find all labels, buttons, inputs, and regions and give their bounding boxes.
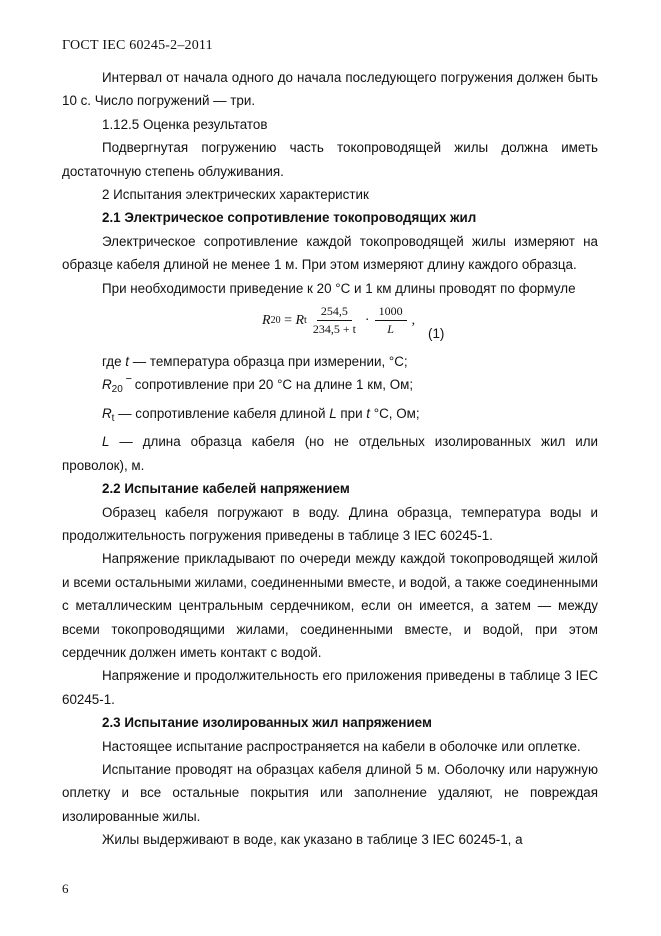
definition-t bbox=[62, 350, 598, 373]
paragraph-tinning: Подвергнутая погружению часть токопроводящей жилы должна иметь достаточную степень облуживания. bbox=[62, 140, 598, 179]
formula-equals: = bbox=[280, 312, 296, 328]
formula-fraction-length bbox=[375, 304, 407, 337]
definition-variable: t bbox=[125, 354, 129, 370]
definition-rt bbox=[62, 402, 598, 430]
definition-text: — температура образца при измерении, °С; bbox=[129, 354, 408, 370]
definition-variable: L bbox=[102, 434, 110, 450]
formula-dot: · bbox=[364, 312, 370, 328]
fraction-denominator: L bbox=[387, 322, 394, 337]
paragraph-immersion-interval: Интервал от начала одного до начала последующего погружения должен быть 10 с. Число погружений — три. bbox=[62, 70, 598, 109]
formula-rhs-sub: t bbox=[304, 314, 307, 326]
paragraph-voltage-duration: Напряжение и продолжительность его приложения приведены в таблице 3 IEC 60245-1. bbox=[62, 668, 598, 707]
formula-rhs: R bbox=[295, 312, 305, 328]
paragraph-resistance: Электрическое сопротивление каждой токопроводящей жилы измеряют на образце кабеля длиной не менее 1 м. При этом измеряют длину каждого образца. bbox=[62, 233, 598, 273]
paragraph-sample-preparation: Испытание проводят на образцах кабеля длиной 5 м. Оболочку или наружную оплетку и все остальные покрытия или заполнение удаляют, не повреждая изолированные жилы. bbox=[62, 761, 598, 824]
formula-comma: , bbox=[411, 312, 416, 328]
section-heading-2-1: 2.1 Электрическое сопротивление токопроводящих жил bbox=[102, 210, 477, 226]
paragraph-sample-immersion: Образец кабеля погружают в воду. Длина образца, температура воды и продолжительность погружения приведены в таблице 3 IEC 60245-1. bbox=[62, 504, 598, 543]
paragraph-voltage-application: Напряжение прикладывают по очереди между каждой токопроводящей жилой и всеми остальными жилами, соединенными вместе, и водой, а также соединенными с металлическим центральным сердечником, если он имеется, а затем — между всеми токопроводящими жилами, соединенными вместе, и водой, при этом сердечник должен иметь контакт с водой. bbox=[62, 551, 598, 660]
formula-fraction-temperature bbox=[309, 304, 360, 337]
definition-subscript: t bbox=[111, 412, 115, 424]
definition-variable: R bbox=[102, 405, 112, 421]
fraction-numerator: 1000 bbox=[375, 304, 407, 321]
section-heading-1-12-5: 1.12.5 Оценка результатов bbox=[102, 116, 268, 132]
resistance-formula bbox=[262, 304, 415, 337]
definition-text: — сопротивление кабеля длиной bbox=[114, 405, 330, 421]
paragraph-scope: Настоящее испытание распространяется на кабели в оболочке или оплетке. bbox=[102, 738, 581, 754]
page-number: 6 bbox=[62, 881, 69, 896]
definition-r20 bbox=[62, 373, 598, 401]
formula-lhs: R bbox=[262, 312, 271, 328]
paragraph-cores-in-water: Жилы выдерживают в воде, как указано в таблице 3 IEC 60245-1, а bbox=[102, 832, 523, 848]
section-heading-2: 2 Испытания электрических характеристик bbox=[102, 187, 369, 203]
section-heading-2-3: 2.3 Испытание изолированных жил напряжением bbox=[102, 715, 432, 731]
fraction-denominator: 234,5 + t bbox=[312, 322, 356, 337]
definition-l bbox=[62, 430, 598, 477]
document-body bbox=[62, 66, 598, 852]
equation-number: (1) bbox=[428, 326, 445, 342]
definition-text: ‾ сопротивление при 20 °С на длине 1 км, Ом; bbox=[122, 377, 414, 393]
paragraph-formula-intro: При необходимости приведение к 20 °С и 1 км длины проводят по формуле bbox=[102, 280, 576, 296]
definition-variable: L bbox=[329, 405, 337, 421]
definition-text: — длина образца кабеля (но не отдельных изолированных жил или проволок), м. bbox=[62, 434, 598, 473]
fraction-numerator: 254,5 bbox=[317, 304, 352, 321]
formula-lhs-sub: 20 bbox=[270, 314, 281, 326]
definition-text: при bbox=[336, 405, 367, 421]
section-heading-2-2: 2.2 Испытание кабелей напряжением bbox=[102, 481, 350, 497]
definition-prefix: где bbox=[102, 354, 126, 370]
definition-subscript: 20 bbox=[111, 384, 123, 396]
formula-block bbox=[62, 300, 598, 350]
definition-variable: R bbox=[102, 377, 112, 393]
definition-variable: t bbox=[366, 405, 371, 421]
definition-text: °С, Ом; bbox=[370, 405, 420, 421]
document-header: ГОСТ IEC 60245-2–2011 bbox=[62, 38, 213, 53]
